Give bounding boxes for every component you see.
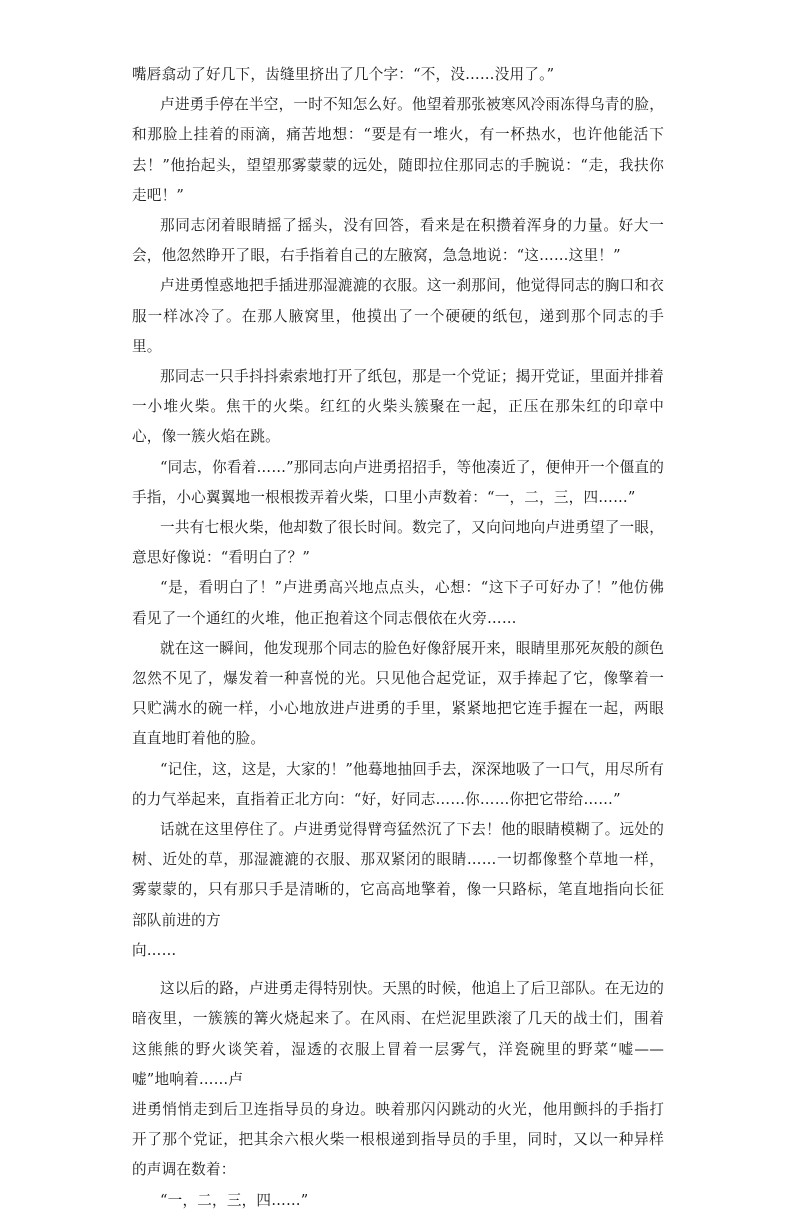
paragraph: 卢进勇惶惑地把手插进那湿漉漉的衣服。这一刹那间，他觉得同志的胸口和衣服一样冰冷了。在那人腋窝里，他摸出了一个硬硬的纸包，递到那个同志的手里。 [132,277,664,355]
paragraph: 那同志一只手抖抖索索地打开了纸包，那是一个党证；揭开党证，里面并排着一小堆火柴。焦干的火柴。红红的火柴头簇聚在一起，正压在那朱红的印章中心，像一簇火焰在跳。 [132,368,664,446]
paragraph-continuation: 向…… [132,941,177,959]
paragraph: “一，二，三，四……” [160,1191,309,1209]
paragraph: “是，看明白了！”卢进勇高兴地点点头，心想：“这下子可好办了！”他仿佛看见了一个通红的火堆，他正抱着这个同志偎依在火旁…… [132,579,664,627]
paragraph: “同志，你看着……”那同志向卢进勇招招手，等他凑近了，便伸开一个僵直的手指，小心翼翼地一根根拨弄着火柴，口里小声数着：“一，二，三，四……” [132,458,664,506]
paragraph: 那同志闭着眼睛摇了摇头，没有回答，看来是在积攒着浑身的力量。好大一会，他忽然睁开了眼，右手指着自己的左腋窝，急急地说：“这……这里！” [132,217,664,265]
paragraph: 就在这一瞬间，他发现那个同志的脸色好像舒展开来，眼睛里那死灰般的颜色忽然不见了，爆发着一种喜悦的光。只见他合起党证，双手捧起了它，像擎着一只贮满水的碗一样，小心地放进卢进勇的手里，紧紧地把它连手握在一起，两眼直直地盯着他的脸。 [132,639,664,748]
story-text [132,60,664,1216]
paragraph: 这以后的路，卢进勇走得特别快。天黑的时候，他追上了后卫部队。在无边的暗夜里，一簇簇的篝火烧起来了。在风雨、在烂泥里跌滚了几天的战士们，围着这熊熊的野火谈笑着，湿透的衣服上冒着一层雾气，洋瓷碗里的野菜“嘘——嘘”地响着……卢 [132,980,664,1088]
paragraph: 一共有七根火柴，他却数了很长时间。数完了，又向问地向卢进勇望了一眼，意思好像说：“看明白了？” [132,519,664,567]
paragraph: 话就在这里停住了。卢进勇觉得臂弯猛然沉了下去！他的眼睛模糊了。远处的树、近处的草，那湿漉漉的衣服、那双紧闭的眼睛……一切都像整个草地一样，雾蒙蒙的，只有那只手是清晰的，它高高地擎着，像一只路标，笔直地指向长征部队前进的方 [132,821,664,929]
paragraph: 卢进勇手停在半空，一时不知怎么好。他望着那张被寒风冷雨冻得乌青的脸，和那脸上挂着的雨滴，痛苦地想：“要是有一堆火，有一杯热水，也许他能活下去！”他抬起头，望望那雾蒙蒙的远处，随即拉住那同志的手腕说：“走，我扶你走吧！” [132,96,664,204]
paragraph: “记住，这，这是，大家的！”他蓦地抽回手去，深深地吸了一口气，用尽所有的力气举起来，直指着正北方向：“好，好同志……你……你把它带给……” [132,760,664,808]
paragraph-continuation: 进勇悄悄走到后卫连指导员的身边。映着那闪闪跳动的火光，他用颤抖的手指打开了那个党证，把其余六根火柴一根根递到指导员的手里，同时，又以一种异样的声调在数着： [132,1100,664,1179]
paragraph: 嘴唇翕动了好几下，齿缝里挤出了几个字：“不，没……没用了。” [132,66,555,83]
